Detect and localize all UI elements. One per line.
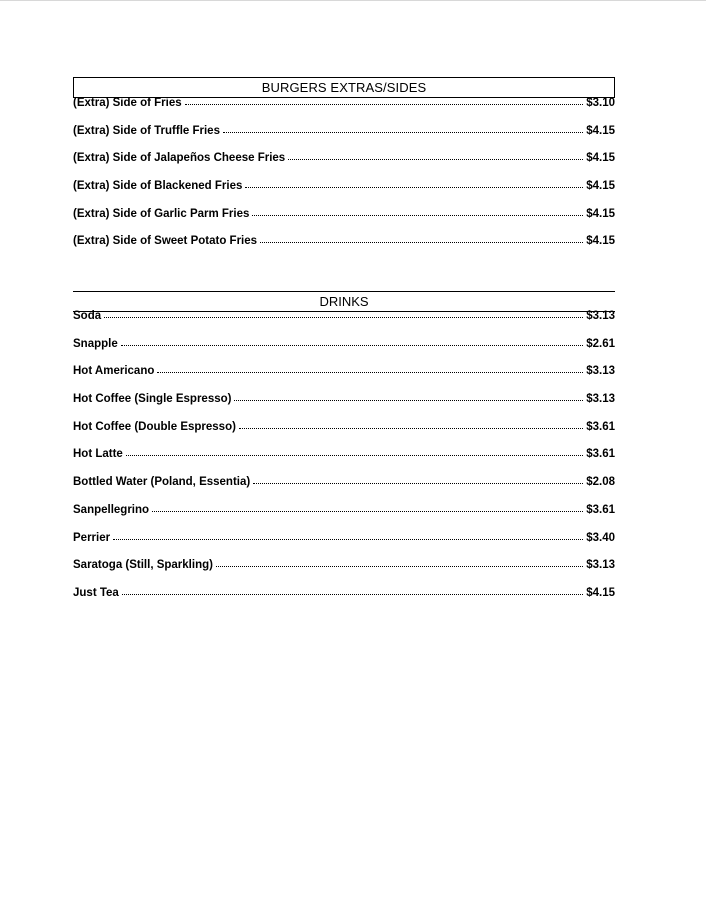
- item-price: $3.13: [586, 393, 615, 406]
- item-price: $4.15: [586, 124, 615, 137]
- item-name: Snapple: [73, 337, 118, 350]
- item-price: $3.13: [586, 559, 615, 572]
- menu-list: [73, 310, 615, 615]
- item-name: Bottled Water (Poland, Essentia): [73, 476, 251, 489]
- dot-leader: [239, 427, 583, 429]
- menu-item: [73, 421, 615, 449]
- section-burgers-extras-sides: [73, 77, 615, 263]
- item-name: Hot Latte: [73, 448, 123, 461]
- item-name: Soda: [73, 310, 102, 322]
- item-name: Sanpellegrino: [73, 503, 150, 516]
- item-name: (Extra) Side of Garlic Parm Fries: [73, 207, 250, 220]
- item-price: $3.61: [586, 503, 615, 516]
- menu-item: [73, 97, 615, 125]
- dot-leader: [122, 593, 583, 595]
- dot-leader: [260, 241, 583, 243]
- dot-leader: [234, 399, 583, 401]
- menu-item: [73, 532, 615, 560]
- menu-item: [73, 338, 615, 366]
- item-name: (Extra) Side of Blackened Fries: [73, 180, 243, 193]
- item-name: (Extra) Side of Jalapeños Cheese Fries: [73, 152, 286, 165]
- dot-leader: [216, 565, 583, 567]
- menu-item: [73, 152, 615, 180]
- item-name: Hot Coffee (Single Espresso): [73, 393, 232, 406]
- dot-leader: [245, 186, 583, 188]
- menu-item: [73, 559, 615, 587]
- menu-item: [73, 208, 615, 236]
- menu-item: [73, 125, 615, 153]
- item-name: Hot Americano: [73, 365, 155, 378]
- item-price: $3.61: [586, 420, 615, 433]
- item-name: Hot Coffee (Double Espresso): [73, 420, 236, 433]
- item-price: $3.10: [586, 97, 615, 109]
- menu-item: [73, 310, 615, 338]
- item-price: $4.15: [586, 586, 615, 599]
- item-name: (Extra) Side of Sweet Potato Fries: [73, 235, 258, 248]
- menu-item: [73, 180, 615, 208]
- menu-item: [73, 393, 615, 421]
- item-price: $2.61: [586, 337, 615, 350]
- item-name: (Extra) Side of Truffle Fries: [73, 124, 220, 137]
- item-price: $4.15: [586, 180, 615, 193]
- item-price: $3.13: [586, 365, 615, 378]
- item-name: Saratoga (Still, Sparkling): [73, 559, 213, 572]
- dot-leader: [121, 344, 583, 346]
- dot-leader: [104, 316, 583, 318]
- item-name: (Extra) Side of Fries: [73, 97, 182, 109]
- menu-item: [73, 448, 615, 476]
- item-price: $4.15: [586, 207, 615, 220]
- dot-leader: [152, 510, 583, 512]
- item-price: $4.15: [586, 235, 615, 248]
- item-price: $3.61: [586, 448, 615, 461]
- menu-item: [73, 504, 615, 532]
- dot-leader: [252, 214, 583, 216]
- dot-leader: [223, 131, 583, 133]
- item-name: Perrier: [73, 531, 111, 544]
- dot-leader: [113, 538, 583, 540]
- menu-item: [73, 365, 615, 393]
- dot-leader: [126, 454, 583, 456]
- dot-leader: [157, 371, 583, 373]
- menu-item: [73, 235, 615, 263]
- menu-item: [73, 476, 615, 504]
- dot-leader: [253, 482, 583, 484]
- dot-leader: [288, 158, 583, 160]
- section-drinks: [73, 291, 615, 615]
- item-price: $2.08: [586, 476, 615, 489]
- item-price: $3.13: [586, 310, 615, 322]
- item-price: $4.15: [586, 152, 615, 165]
- page-top-rule: [0, 0, 706, 1]
- item-name: Just Tea: [73, 586, 119, 599]
- item-price: $3.40: [586, 531, 615, 544]
- menu-item: [73, 587, 615, 615]
- section-title: DRINKS: [73, 291, 615, 312]
- dot-leader: [185, 103, 584, 105]
- section-title: BURGERS EXTRAS/SIDES: [73, 77, 615, 98]
- menu-list: [73, 97, 615, 263]
